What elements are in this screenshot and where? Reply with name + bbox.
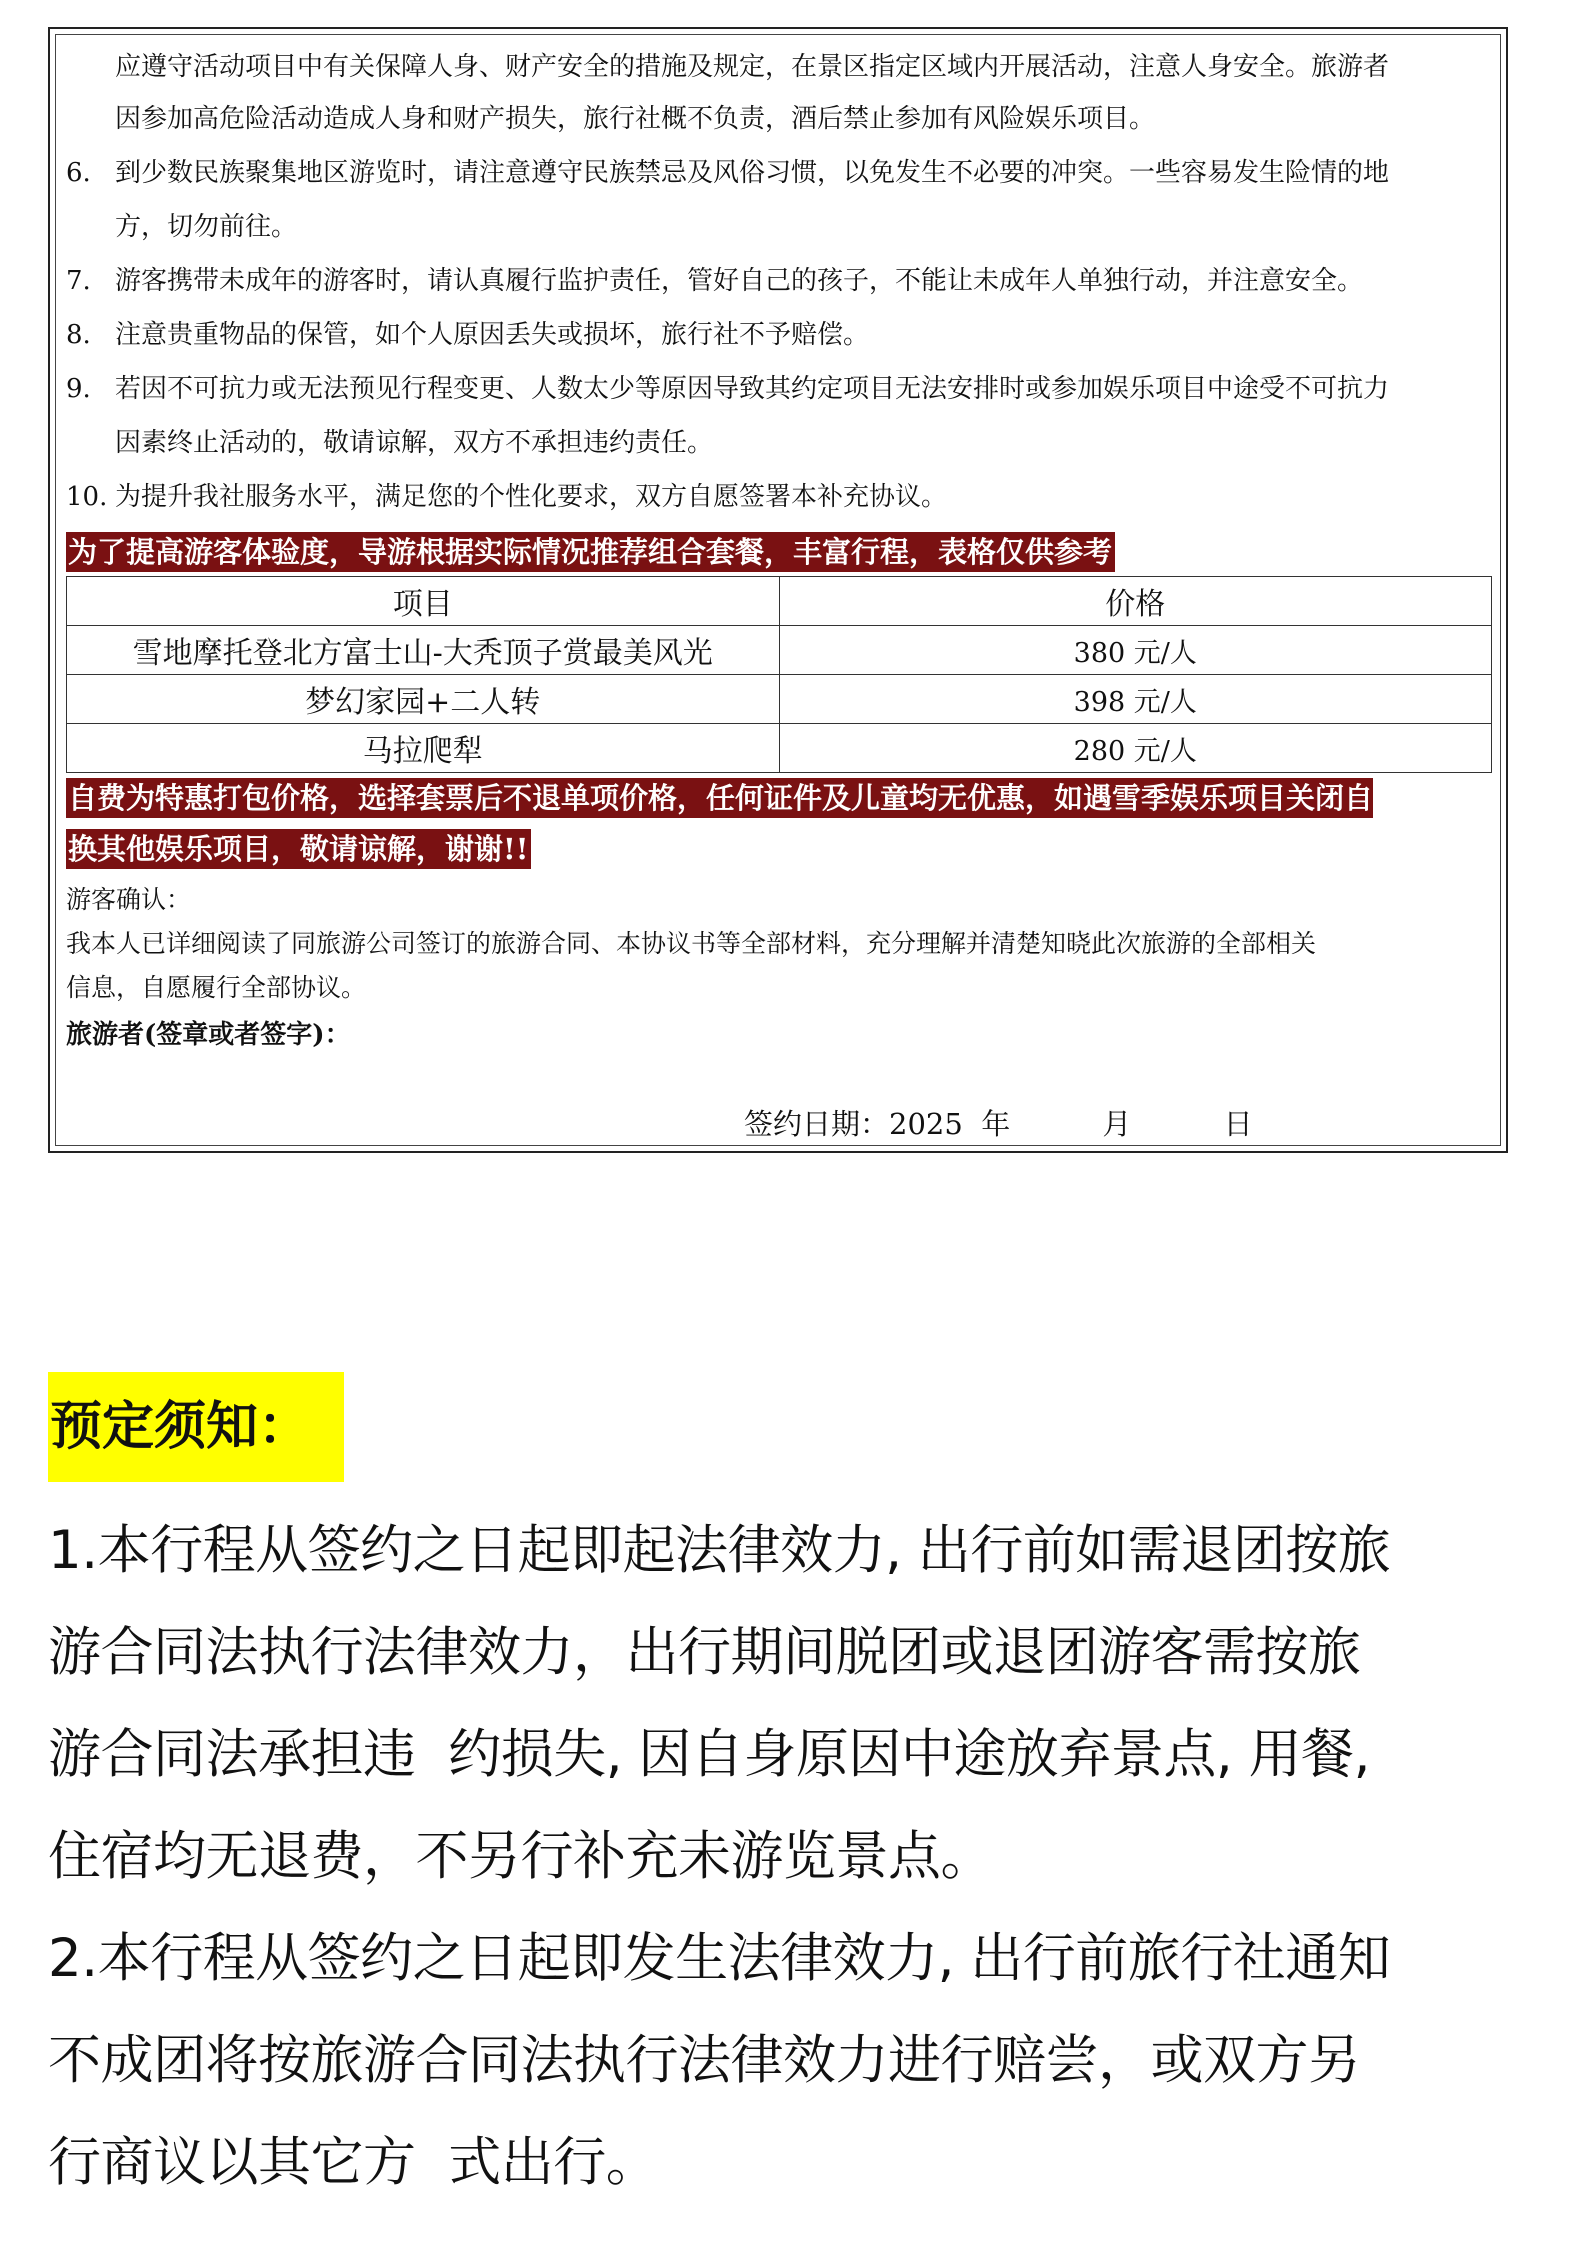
recommend-banner-wrap	[66, 532, 1115, 572]
item-text: 应遵守活动项目中有关保障人身、财产安全的措施及规定，在景区指定区域内开展活动，注意人身安全。旅游者	[115, 52, 1390, 82]
item-text: 到少数民族聚集地区游览时，请注意遵守民族禁忌及风俗习惯，以免发生不必要的冲突。一些容易发生险情的地	[115, 158, 1390, 188]
package-item-cell: 马拉爬犁	[67, 724, 780, 773]
agreement-line	[66, 308, 1496, 362]
column-header-item: 项目	[67, 577, 780, 626]
agreement-line	[66, 146, 1496, 200]
agreement-line	[66, 254, 1496, 308]
agreement-line	[66, 362, 1496, 416]
item-number: 8.	[66, 320, 91, 350]
notice-line: 1.本行程从签约之日起即起法律效力, 出行前如需退团按旅	[48, 1520, 1391, 1581]
agreement-line	[66, 470, 1496, 524]
agreement-items	[66, 40, 1496, 524]
package-note-line-1-wrap	[66, 778, 1500, 818]
package-price-cell: 398 元/人	[779, 675, 1492, 724]
item-text: 方，切勿前往。	[115, 212, 298, 242]
column-header-price: 价格	[779, 577, 1492, 626]
item-text: 因参加高危险活动造成人身和财产损失，旅行社概不负责，酒后禁止参加有风险娱乐项目。	[115, 104, 1156, 134]
package-note-line-2: 换其他娱乐项目，敬请谅解，谢谢!!	[66, 829, 531, 869]
confirm-text-line-2: 信息，自愿履行全部协议。	[66, 973, 367, 1002]
signer-label: 旅游者(签章或者签字)：	[66, 1020, 351, 1050]
notice-title: 预定须知：	[48, 1372, 344, 1482]
package-price-cell: 280 元/人	[779, 724, 1492, 773]
confirm-label: 游客确认：	[66, 885, 192, 914]
agreement-line	[66, 200, 1496, 254]
package-note-line-2-wrap	[66, 829, 531, 869]
notice-line: 2.本行程从签约之日起即发生法律效力, 出行前旅行社通知	[48, 1928, 1391, 1989]
item-text: 游客携带未成年的游客时，请认真履行监护责任，管好自己的孩子，不能让未成年人单独行动，并注意安全。	[115, 266, 1364, 296]
item-text: 为提升我社服务水平，满足您的个性化要求，双方自愿签署本补充协议。	[115, 482, 948, 512]
item-number: 7.	[66, 266, 91, 296]
table-header-row	[67, 577, 1492, 626]
notice-line: 不成团将按旅游合同法执行法律效力进行赔尝，或双方另	[48, 2030, 1361, 2091]
agreement-line	[66, 40, 1496, 92]
package-item-cell: 梦幻家园+二人转	[67, 675, 780, 724]
item-text: 若因不可抗力或无法预见行程变更、人数太少等原因导致其约定项目无法安排时或参加娱乐项目中途受不可抗力	[115, 374, 1390, 404]
notice-line: 行商议以其它方 式出行。	[48, 2132, 659, 2193]
table-row	[67, 724, 1492, 773]
agreement-line	[66, 416, 1496, 470]
item-text: 注意贵重物品的保管，如个人原因丢失或损坏，旅行社不予赔偿。	[115, 320, 870, 350]
package-note-line-1: 自费为特惠打包价格，选择套票后不退单项价格，任何证件及儿童均无优惠，如遇雪季娱乐项目关闭自	[66, 778, 1373, 818]
agreement-line	[66, 92, 1496, 146]
item-number: 9.	[66, 374, 91, 404]
package-item-cell: 雪地摩托登北方富士山-大秃顶子赏最美风光	[67, 626, 780, 675]
package-table	[66, 576, 1492, 773]
item-number: 6.	[66, 158, 91, 188]
table-row	[67, 626, 1492, 675]
item-number: 10.	[66, 482, 108, 512]
notice-line: 住宿均无退费，不另行补充未游览景点。	[48, 1826, 993, 1887]
item-text: 因素终止活动的，敬请谅解，双方不承担违约责任。	[115, 428, 714, 458]
notice-line: 游合同法承担违 约损失, 因自身原因中途放弃景点, 用餐,	[48, 1724, 1370, 1785]
recommend-banner: 为了提高游客体验度，导游根据实际情况推荐组合套餐，丰富行程，表格仅供参考	[66, 532, 1115, 572]
table-row	[67, 675, 1492, 724]
notice-line: 游合同法执行法律效力，出行期间脱团或退团游客需按旅	[48, 1622, 1361, 1683]
sign-date: 签约日期：2025 年 月 日	[744, 1107, 1253, 1141]
confirm-text-line-1: 我本人已详细阅读了同旅游公司签订的旅游合同、本协议书等全部材料，充分理解并清楚知晓此次旅游的全部相关	[66, 929, 1317, 958]
package-price-cell: 380 元/人	[779, 626, 1492, 675]
